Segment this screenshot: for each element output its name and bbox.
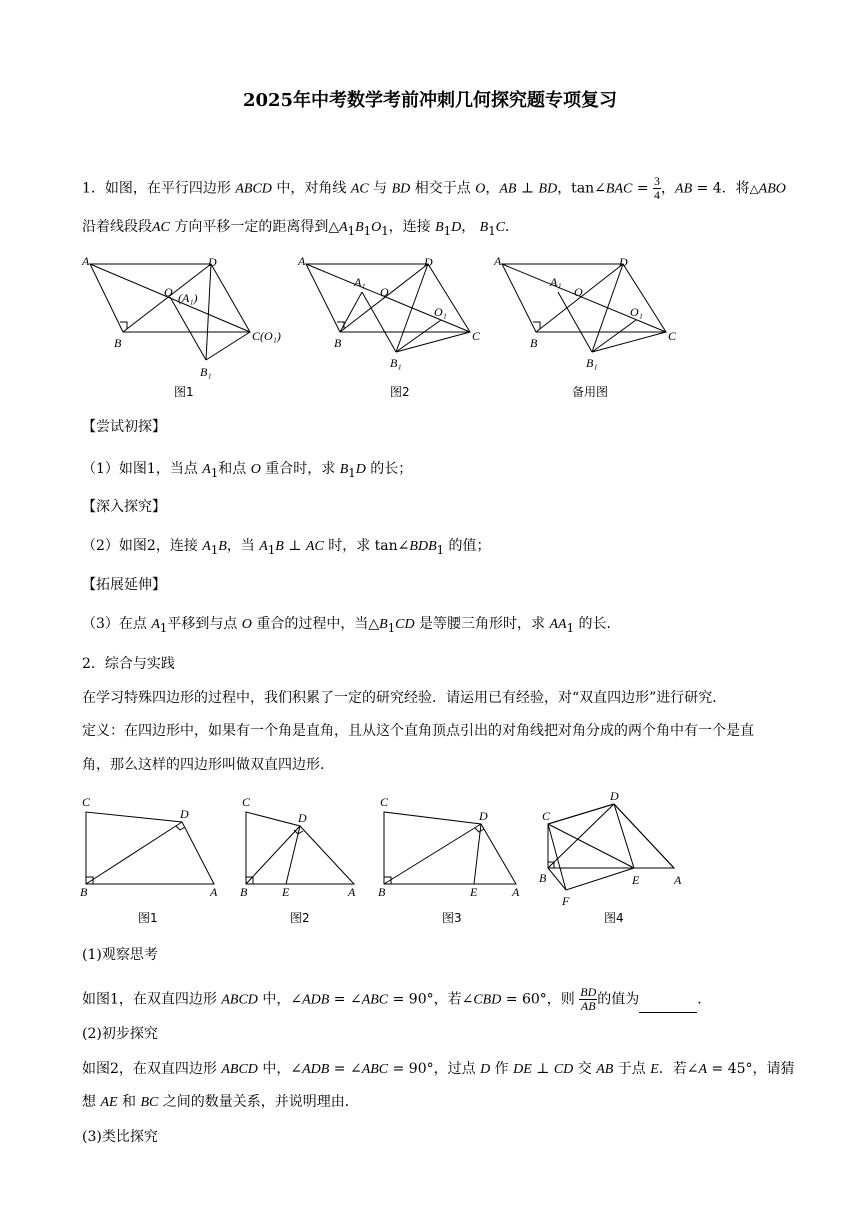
svg-text:B₁: B₁ bbox=[200, 365, 212, 379]
svg-text:O: O bbox=[380, 285, 389, 299]
q2-section-1: (1)观察思考 bbox=[82, 947, 158, 963]
svg-text:C: C bbox=[542, 809, 551, 823]
q2-definition-line2: 角，那么这样的四边形叫做双直四边形． bbox=[82, 757, 334, 773]
q1-line2: 沿着线段段AC 方向平移一定的距离得到$\triangle A_1B_1O_1$，连接 $B_1D$， $B_1C$． bbox=[82, 219, 519, 238]
svg-text:D: D bbox=[180, 807, 189, 821]
q1-section-deep: 【深入探究】 bbox=[82, 499, 166, 515]
svg-text:B: B bbox=[114, 336, 122, 350]
svg-text:A₁: A₁ bbox=[550, 275, 562, 289]
q1-line1: 1．如图，在平行四边形 ABCD 中，对角线 AC 与 BD 相交于点 O，AB ⊥ BD，tan∠BAC = $\frac{3}{4}$ ，AB = 4．将△ABO bbox=[82, 174, 786, 202]
svg-text:A: A bbox=[494, 254, 502, 268]
svg-text:E: E bbox=[632, 873, 640, 887]
q1-figure-1 bbox=[81, 254, 281, 399]
svg-text:D: D bbox=[208, 255, 217, 269]
svg-text:A: A bbox=[298, 254, 306, 268]
q2-part-2-line2: 想 AE 和 BC 之间的数量关系，并说明理由． bbox=[82, 1094, 359, 1110]
svg-text:B: B bbox=[80, 885, 88, 899]
svg-text:A: A bbox=[512, 885, 520, 899]
q2-figure-3 bbox=[378, 795, 520, 925]
q1-figure-2 bbox=[297, 254, 481, 399]
answer-blank[interactable] bbox=[639, 998, 697, 1013]
svg-text:D: D bbox=[424, 255, 433, 269]
svg-text:A₁: A₁ bbox=[354, 275, 366, 289]
q2-figure-1 bbox=[80, 795, 218, 925]
svg-text:O: O bbox=[574, 285, 583, 299]
svg-text:O₁: O₁ bbox=[630, 305, 643, 319]
q1-figure-backup bbox=[493, 254, 677, 399]
q2-definition-line1: 定义：在四边形中，如果有一个角是直角，且从这个直角顶点引出的对角线把对角分成的两个角中有一个是直 bbox=[82, 723, 754, 739]
svg-text:A: A bbox=[210, 885, 218, 899]
q2-part-1: 如图1，在双直四边形 ABCD 中，∠ADB = ∠ABC = 90°，若∠CBD = 60°，则 $\frac{BD}{AB}$ 的值为 ． bbox=[82, 985, 712, 1013]
svg-text:(A₁): (A₁) bbox=[178, 291, 198, 305]
svg-text:B: B bbox=[334, 336, 342, 350]
svg-text:E: E bbox=[470, 885, 478, 899]
svg-text:C: C bbox=[472, 329, 481, 343]
svg-text:图2: 图2 bbox=[390, 385, 410, 399]
q2-heading: 2．综合与实践 bbox=[82, 656, 175, 672]
svg-text:E: E bbox=[282, 885, 290, 899]
svg-text:C: C bbox=[242, 795, 251, 809]
q1-figures bbox=[78, 252, 718, 402]
svg-text:B₁: B₁ bbox=[390, 356, 402, 370]
svg-text:O: O bbox=[164, 285, 173, 299]
svg-text:B: B bbox=[530, 336, 538, 350]
q2-section-3: (3)类比探究 bbox=[82, 1129, 158, 1145]
svg-text:D: D bbox=[610, 789, 619, 803]
q1-section-try: 【尝试初探】 bbox=[82, 419, 166, 435]
q2-section-2: (2)初步探究 bbox=[82, 1026, 158, 1042]
svg-text:A: A bbox=[674, 873, 682, 887]
svg-text:备用图: 备用图 bbox=[572, 385, 609, 399]
svg-text:图1: 图1 bbox=[174, 385, 194, 399]
svg-text:C: C bbox=[82, 795, 91, 809]
q1-section-extend: 【拓展延伸】 bbox=[82, 577, 166, 593]
svg-text:A: A bbox=[82, 254, 90, 268]
svg-text:B: B bbox=[378, 885, 386, 899]
q2-figure-2 bbox=[240, 795, 356, 925]
q2-intro: 在学习特殊四边形的过程中，我们积累了一定的研究经验．请运用已有经验，对“双直四边形”进行研究． bbox=[82, 690, 727, 706]
svg-text:D: D bbox=[479, 809, 488, 823]
q2-part-2-line1: 如图2，在双直四边形 ABCD 中，∠ADB = ∠ABC = 90°，过点 D 作 DE ⊥ CD 交 AB 于点 E．若∠A = 45°，请猜 bbox=[82, 1061, 795, 1077]
q2-figures bbox=[78, 786, 718, 931]
svg-text:B: B bbox=[539, 871, 547, 885]
svg-text:图4: 图4 bbox=[604, 911, 624, 925]
svg-text:图3: 图3 bbox=[442, 911, 462, 925]
q1-part-3: （3）在点 $A_1$平移到与点 O 重合的过程中，当$\triangle B_1CD$ 是等腰三角形时，求 $AA_1$ 的长． bbox=[82, 616, 621, 635]
svg-text:D: D bbox=[298, 811, 307, 825]
svg-text:A: A bbox=[348, 885, 356, 899]
svg-text:图1: 图1 bbox=[138, 911, 158, 925]
page-title: 2025年中考数学考前冲刺几何探究题专项复习 bbox=[242, 90, 618, 111]
svg-text:O₁: O₁ bbox=[434, 305, 447, 319]
svg-text:B₁: B₁ bbox=[586, 356, 598, 370]
q1-part-1: （1）如图1，当点 $A_1$和点 O 重合时，求 $B_1D$ 的长； bbox=[82, 461, 413, 480]
q1-part-2: （2）如图2，连接 $A_1B$，当 $A_1B$ ⊥ AC 时，求 $\tan\angle BDB_1$ 的值； bbox=[82, 538, 491, 557]
svg-text:C: C bbox=[668, 329, 677, 343]
svg-text:F: F bbox=[562, 894, 570, 908]
svg-text:D: D bbox=[619, 255, 628, 269]
svg-text:B: B bbox=[240, 885, 248, 899]
svg-text:C(O₁): C(O₁) bbox=[252, 329, 281, 343]
q2-figure-4 bbox=[539, 789, 682, 925]
svg-text:C: C bbox=[380, 795, 389, 809]
svg-text:图2: 图2 bbox=[290, 911, 310, 925]
